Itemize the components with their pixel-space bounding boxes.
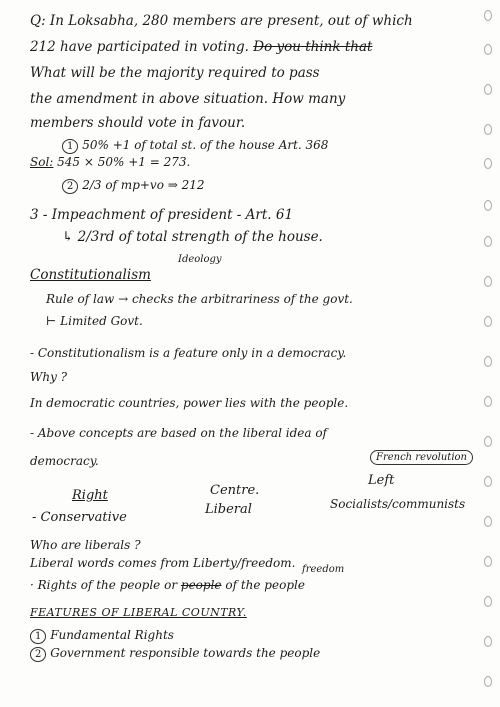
struck-text: people — [180, 578, 222, 592]
margin-hole — [484, 44, 492, 55]
question-line-4: the amendment in above situation. How many — [30, 91, 346, 107]
question-line-5: members should vote in favour. — [30, 115, 246, 131]
centre-sub: Liberal — [205, 502, 252, 517]
feature-line: - Constitutionalism is a feature only in a democracy. — [30, 346, 347, 360]
concepts-line-2: democracy. — [30, 454, 99, 468]
struck-text: Do you think that — [253, 39, 373, 55]
article-ref: Art. 368 — [278, 138, 329, 152]
french-revolution-note: French revolution — [370, 450, 473, 465]
margin-hole — [484, 276, 492, 287]
ideology-tag: Ideology — [178, 254, 222, 265]
item-marker: 2 — [30, 647, 46, 662]
feature-item-2-text: Government responsible towards the people — [50, 646, 321, 660]
margin-hole — [484, 158, 492, 169]
item-marker: 2 — [62, 179, 78, 194]
margin-hole — [484, 436, 492, 447]
feature-item-1 — [30, 626, 174, 644]
question-line-1: Q: In Loksabha, 280 members are present, out of which — [30, 13, 413, 29]
margin-hole — [484, 556, 492, 567]
question-line-2-text: 212 have participated in voting. — [30, 39, 249, 55]
right-title: Right — [72, 488, 108, 503]
solution-item-1-text: 50% +1 of total st. of the house — [82, 138, 275, 152]
left-title: Left — [368, 473, 395, 488]
concepts-line-1: - Above concepts are based on the liberal idea of — [30, 426, 327, 440]
solution-item-2-result: 212 — [181, 178, 205, 192]
margin-hole — [484, 676, 492, 687]
item-marker: 1 — [30, 629, 46, 644]
solution-label: Sol: — [30, 155, 54, 169]
liberals-line-2-post: of the people — [225, 578, 305, 592]
margin-hole — [484, 396, 492, 407]
left-sub: Socialists/communists — [330, 497, 466, 511]
feature-item-1-text: Fundamental Rights — [50, 628, 174, 642]
impeachment-detail: ↳ 2/3rd of total strength of the house. — [62, 229, 323, 245]
centre-title: Centre. — [210, 483, 260, 498]
solution-item-2-text: 2/3 of mp+vo ⇒ — [82, 178, 178, 192]
insert-word: freedom — [302, 564, 345, 575]
margin-hole — [484, 84, 492, 95]
rule-of-law-line: Rule of law → checks the arbitrariness of the govt. — [46, 292, 353, 306]
why-line: Why ? — [30, 370, 68, 384]
margin-hole — [484, 200, 492, 211]
margin-hole — [484, 10, 492, 21]
item-marker: 1 — [62, 139, 78, 154]
right-sub: - Conservative — [32, 510, 127, 525]
solution-item-2 — [62, 176, 205, 194]
liberals-question: Who are liberals ? — [30, 538, 141, 552]
margin-hole — [484, 316, 492, 327]
limited-govt-line: ⊢ Limited Govt. — [46, 314, 143, 328]
liberals-line-1: Liberal words comes from Liberty/freedom. — [30, 556, 296, 570]
features-heading: FEATURES OF LIBERAL COUNTRY. — [30, 606, 247, 619]
feature-item-2 — [30, 644, 320, 662]
margin-hole — [484, 516, 492, 527]
solution-calc-text: 545 × 50% +1 = 273. — [57, 155, 191, 169]
margin-hole — [484, 356, 492, 367]
question-line-3: What will be the majority required to pass — [30, 65, 320, 81]
answer-line: In democratic countries, power lies with the people. — [30, 396, 349, 410]
liberals-line-2 — [30, 576, 305, 594]
solution-calc — [30, 153, 190, 171]
question-line-2 — [30, 38, 372, 56]
solution-item-1 — [62, 136, 328, 154]
margin-hole — [484, 236, 492, 247]
margin-hole — [484, 636, 492, 647]
liberals-line-2-pre: · Rights of the people or — [30, 578, 178, 592]
margin-hole — [484, 124, 492, 135]
margin-hole — [484, 476, 492, 487]
margin-hole — [484, 596, 492, 607]
constitutionalism-heading: Constitutionalism — [30, 267, 151, 283]
impeachment-heading: 3 - Impeachment of president - Art. 61 — [30, 207, 294, 223]
